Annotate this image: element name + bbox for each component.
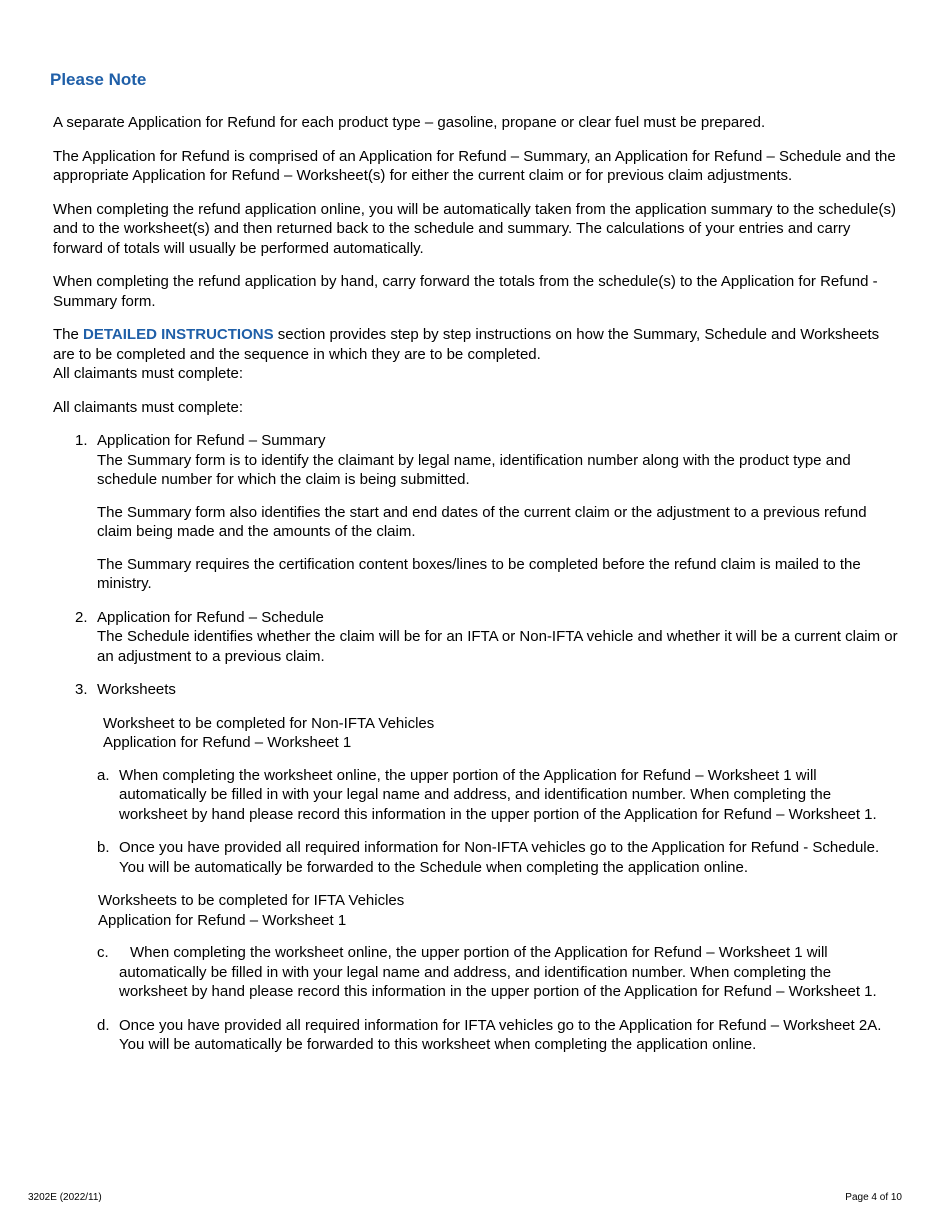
item-title: Application for Refund – Schedule (97, 608, 324, 626)
detailed-post: section provides step by step instructions on how the Summary, Schedule and Worksheets are to be completed and the sequence in which they are to be completed. (53, 326, 880, 363)
item-d-text: Once you have provided all required information for IFTA vehicles go to the Application for Refund – Worksheet 2A. You will be automatically be forwarded to this worksheet when completing the application online. (119, 1016, 882, 1053)
item-line: The Summary form is to identify the claimant by legal name, identification number along with the product type and schedule number for which the claim is being submitted. (97, 451, 851, 488)
list-letter: d. (97, 1016, 110, 1034)
paragraph-components: The Application for Refund is comprised of an Application for Refund – Summary, an Application for Refund – Schedule and the appropriate Application for Refund – Worksheet(s) for either the current claim or for previous claim adjustments. (53, 147, 896, 184)
paragraph-product-type: A separate Application for Refund for each product type – gasoline, propane or clear fuel must be prepared. (53, 114, 766, 131)
item-title: Worksheets (97, 681, 176, 698)
claimants-line: All claimants must complete: (53, 365, 244, 382)
list-number: 3. (75, 681, 88, 698)
list-letter: b. (97, 839, 110, 856)
list-item-schedule (53, 608, 898, 667)
ifta-title: Worksheets to be completed for IFTA Vehicles (98, 892, 405, 909)
ifta-worksheet-heading (98, 891, 898, 930)
item-summary-text (97, 431, 898, 490)
item-c-body: When completing the worksheet online, the upper portion of the Application for Refund – Worksheet 1 will automatically be filled in with your legal name and address, and identification number. When completing the worksheet by hand please record this information in the upper portion of the Application for Refund – Worksheet 1. (119, 944, 877, 1000)
item-schedule-text (97, 608, 898, 667)
list-item-d (53, 1016, 898, 1055)
nonifta-title: Worksheet to be completed for Non-IFTA Vehicles (103, 714, 435, 732)
item-line: The Schedule identifies whether the claim will be for an IFTA or Non-IFTA vehicle and whether it will be a current claim or an adjustment to a previous claim. (97, 628, 898, 665)
list-item-c (53, 943, 898, 1002)
detailed-pre: The (53, 326, 79, 343)
nonifta-subtitle: Application for Refund – Worksheet 1 (103, 734, 352, 751)
list-letter: a. (97, 766, 110, 784)
item-line: The Summary form also identifies the start and end dates of the current claim or the adjustment to a previous refund claim being made and the amounts of the claim. (97, 503, 867, 540)
document-body (53, 113, 898, 1069)
form-code: 3202E (2022/11) (28, 1192, 102, 1203)
item-c-text (119, 943, 898, 1002)
list-number: 1. (75, 432, 88, 449)
page-number: Page 4 of 10 (845, 1192, 902, 1203)
nonifta-worksheet-heading (103, 714, 898, 753)
list-item-summary (53, 431, 898, 594)
item-a-text: When completing the worksheet online, the upper portion of the Application for Refund – Worksheet 1 will automatically be filled in with your legal name and address, and identification number. When completing the worksheet by hand please record this information in the upper portion of the Application for Refund – Worksheet 1. (119, 766, 877, 823)
item-b-text: Once you have provided all required information for Non-IFTA vehicles go to the Application for Refund - Schedule. You will be automatically be forwarded to the Schedule when completing the application online. (119, 839, 880, 876)
paragraph-claimants: All claimants must complete: (53, 398, 244, 416)
list-number: 2. (75, 608, 88, 626)
paragraph-detailed-instructions (53, 325, 898, 384)
list-item-b (53, 838, 898, 877)
paragraph-by-hand: When completing the refund application by hand, carry forward the totals from the schedule(s) to the Application for Refund - Summary form. (53, 273, 878, 310)
item-title: Application for Refund – Summary (97, 432, 326, 449)
ifta-subtitle: Application for Refund – Worksheet 1 (98, 911, 347, 929)
item-line: The Summary requires the certification content boxes/lines to be completed before the refund claim is mailed to the ministry. (97, 555, 861, 592)
list-letter: c. (97, 944, 109, 961)
list-item-worksheets (53, 680, 898, 700)
list-item-a (53, 766, 898, 825)
detailed-instructions-link[interactable]: DETAILED INSTRUCTIONS (83, 326, 274, 343)
paragraph-online: When completing the refund application online, you will be automatically taken from the application summary to the schedule(s) and to the worksheet(s) and then returned back to the schedule and summary. The calculations of your entries and carry forward of totals will usually be performed automatically. (53, 200, 896, 257)
page-heading: Please Note (50, 70, 147, 89)
